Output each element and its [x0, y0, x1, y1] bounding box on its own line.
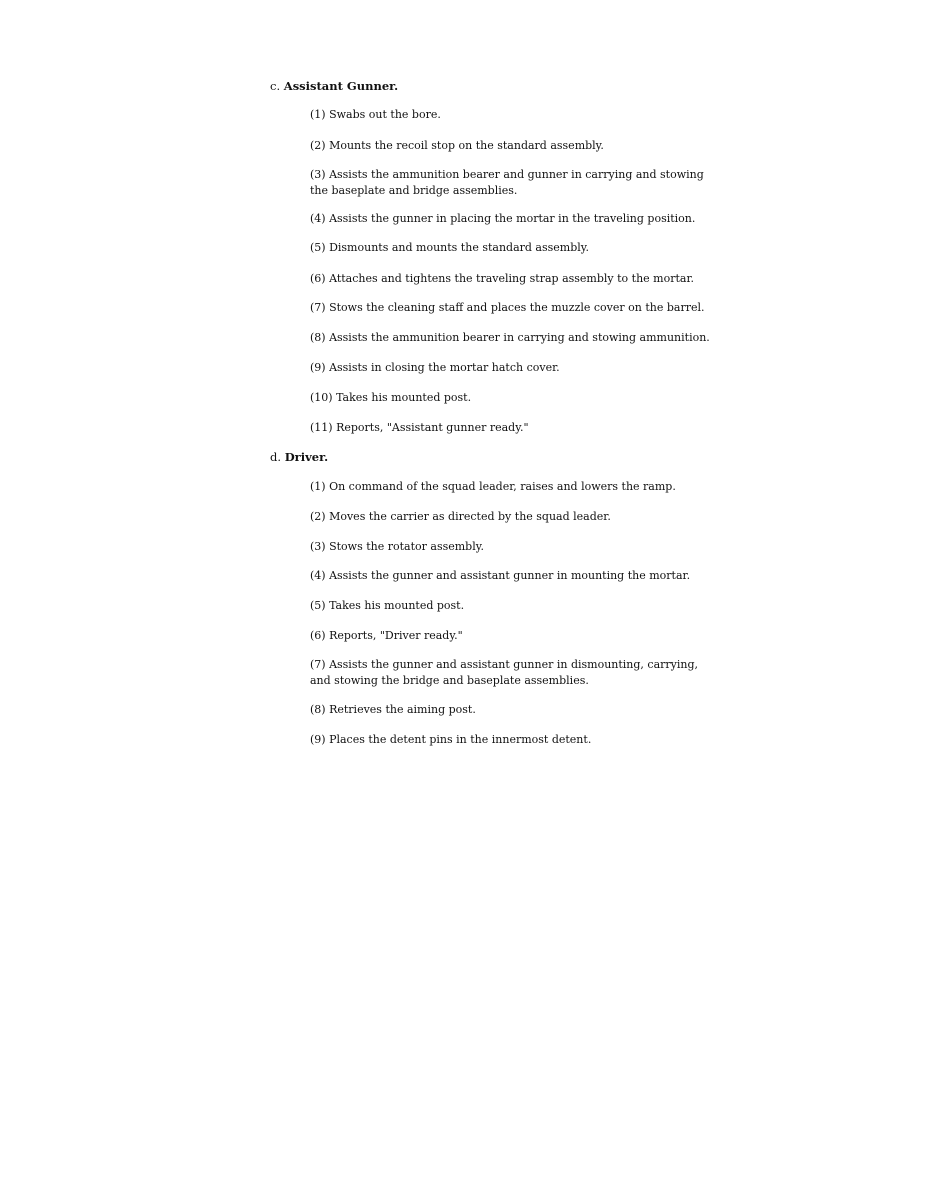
list-item: (6) Attaches and tightens the traveling strap assembly to the mortar. [310, 272, 695, 285]
list-item: (3) Assists the ammunition bearer and gunner in carrying and stowing the baseplate and bridge assemblies. [310, 168, 704, 197]
section-title: Driver. [284, 450, 329, 464]
list-item: (9) Assists in closing the mortar hatch cover. [310, 361, 560, 374]
list-item: (1) Swabs out the bore. [310, 108, 441, 121]
list-item: (6) Reports, "Driver ready." [310, 629, 463, 642]
section-title: Assistant Gunner. [283, 79, 399, 93]
list-item: (8) Retrieves the aiming post. [310, 703, 476, 716]
list-item: (4) Assists the gunner and assistant gunner in mounting the mortar. [310, 569, 691, 582]
section-heading-assistant-gunner [270, 78, 398, 94]
section-heading-driver [270, 449, 328, 465]
list-item: (9) Places the detent pins in the innermost detent. [310, 733, 592, 746]
list-item: (4) Assists the gunner in placing the mortar in the traveling position. [310, 212, 696, 225]
list-item: (11) Reports, "Assistant gunner ready." [310, 421, 529, 434]
list-item: (2) Mounts the recoil stop on the standard assembly. [310, 139, 604, 152]
list-item: (10) Takes his mounted post. [310, 391, 472, 404]
list-item: (3) Stows the rotator assembly. [310, 540, 484, 553]
list-item: (7) Stows the cleaning staff and places the muzzle cover on the barrel. [310, 301, 705, 314]
list-item: (8) Assists the ammunition bearer in carrying and stowing ammunition. [310, 331, 710, 344]
list-item: (1) On command of the squad leader, raises and lowers the ramp. [310, 480, 676, 493]
list-item: (2) Moves the carrier as directed by the squad leader. [310, 510, 611, 523]
list-item: (5) Dismounts and mounts the standard assembly. [310, 241, 590, 254]
list-item: (7) Assists the gunner and assistant gunner in dismounting, carrying, and stowing the bridge and baseplate assemblies. [310, 658, 699, 687]
section-letter: c. [270, 79, 281, 93]
section-letter: d. [270, 450, 282, 464]
list-item: (5) Takes his mounted post. [310, 599, 465, 612]
